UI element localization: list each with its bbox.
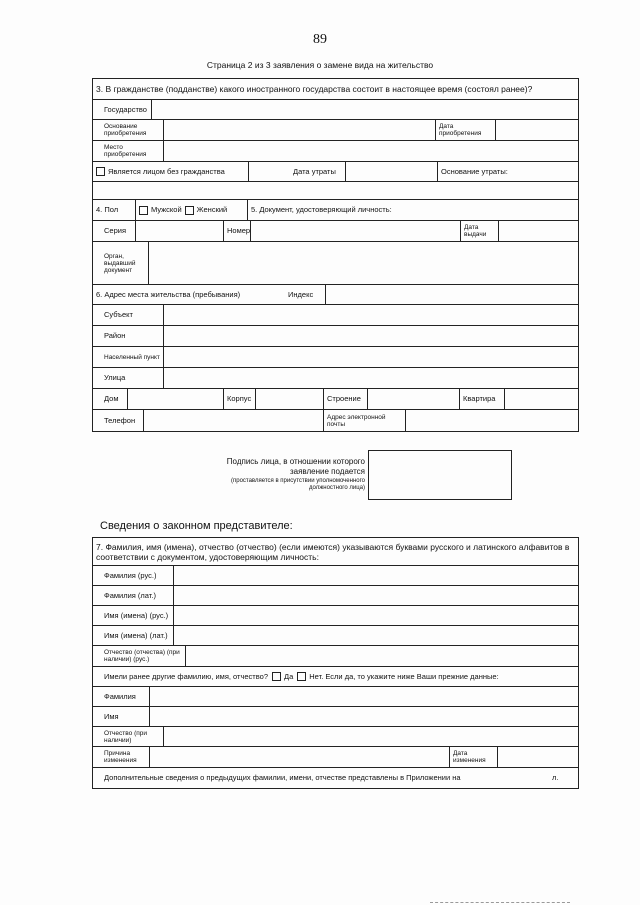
other-names-label: Имели ранее другие фамилию, имя, отчество? [104, 671, 268, 681]
prev-patronymic-label: Отчество (при наличии) [104, 729, 147, 744]
representative-heading: Сведения о законном представителе: [100, 520, 293, 532]
name-lat-label: Имя (имена) (лат.) [104, 630, 168, 640]
form-representative [92, 537, 579, 789]
surname-ru-field[interactable] [173, 566, 578, 585]
no-checkbox[interactable] [297, 672, 306, 681]
issuer-label: Орган, выдавший документ [104, 252, 136, 274]
signature-label: Подпись лица, в отношении которого заявление подается [226, 457, 365, 476]
row-surname-ru [93, 565, 578, 585]
sex-options [135, 200, 247, 220]
male-checkbox[interactable] [139, 206, 148, 215]
street-field[interactable] [163, 368, 578, 388]
row-street [93, 367, 578, 388]
row-change-reason [93, 746, 578, 767]
row-prev-surname [93, 686, 578, 706]
state-label: Государство [104, 104, 147, 114]
subject-label: Субъект [104, 310, 133, 319]
row-rep-title [93, 538, 578, 565]
prev-surname-field[interactable] [149, 687, 578, 706]
surname-ru-label: Фамилия (рус.) [104, 570, 157, 580]
acq-date-label: Дата приобретения [435, 120, 495, 140]
prev-name-field[interactable] [149, 707, 578, 726]
phone-label: Телефон [104, 415, 136, 425]
row-name-lat [93, 625, 578, 645]
index-field[interactable] [325, 285, 578, 304]
district-field[interactable] [163, 326, 578, 346]
acq-date-field[interactable] [495, 120, 578, 140]
signature-box[interactable] [368, 450, 512, 500]
row-sex [93, 199, 578, 220]
number-label: Номер [223, 221, 250, 241]
surname-lat-field[interactable] [173, 586, 578, 605]
name-lat-field[interactable] [173, 626, 578, 645]
email-label: Адрес электронной почты [323, 410, 405, 431]
page-header: Страница 2 из 3 заявления о замене вида на жительство [206, 60, 434, 70]
form-main [92, 78, 579, 432]
row-issuer [93, 241, 578, 284]
series-field[interactable] [135, 221, 223, 241]
row-stateless [93, 161, 578, 181]
change-date-label: Дата изменения [449, 747, 497, 767]
row-surname-lat [93, 585, 578, 605]
footer-line [430, 902, 570, 903]
phone-field[interactable] [143, 410, 323, 431]
loss-basis-label: Основание утраты: [437, 162, 578, 181]
row-basis [93, 119, 578, 140]
row-additional [93, 767, 578, 788]
locality-label: Населенный пункт [104, 353, 160, 361]
prev-name-label: Имя [104, 711, 119, 721]
district-label: Район [104, 331, 126, 340]
patronymic-ru-field[interactable] [185, 646, 578, 666]
row-patronymic-ru [93, 645, 578, 666]
yes-label: Да [284, 671, 294, 681]
apartment-label: Квартира [459, 389, 504, 409]
issue-date-label: Дата выдачи [460, 221, 498, 241]
prev-patronymic-field[interactable] [163, 727, 578, 746]
series-label: Серия [104, 226, 127, 235]
row-address [93, 284, 578, 304]
locality-field[interactable] [163, 347, 578, 367]
house-field[interactable] [127, 389, 223, 409]
additional-info: Дополнительные сведения о предыдущих фамилии, имени, отчестве представлены в Приложении на [104, 773, 461, 782]
female-checkbox[interactable] [185, 206, 194, 215]
loss-date-label: Дата утраты [293, 166, 336, 176]
index-label: Индекс [288, 289, 314, 299]
row-place [93, 140, 578, 161]
house-label: Дом [104, 394, 119, 403]
address-label: 6. Адрес места жительства (пребывания) [96, 289, 241, 299]
row-series [93, 220, 578, 241]
issue-date-field[interactable] [498, 221, 578, 241]
patronymic-ru-label: Отчество (отчества) (при наличии) (рус.) [104, 649, 180, 663]
subject-field[interactable] [163, 305, 578, 325]
page-number: 89 [313, 32, 327, 47]
signature-caption [200, 457, 365, 492]
basis-field[interactable] [163, 120, 435, 140]
surname-lat-label: Фамилия (лат.) [104, 590, 156, 600]
structure-field[interactable] [367, 389, 459, 409]
row-name-ru [93, 605, 578, 625]
structure-label: Строение [323, 389, 367, 409]
building-label: Корпус [223, 389, 255, 409]
row-phone [93, 409, 578, 431]
row-other-names [93, 666, 578, 686]
loss-date-field[interactable] [345, 162, 437, 181]
row-locality [93, 346, 578, 367]
basis-label: Основание приобретения [104, 123, 147, 137]
row-gap [93, 181, 578, 199]
street-label: Улица [104, 373, 126, 382]
sex-label: 4. Пол [96, 205, 119, 214]
number-field[interactable] [250, 221, 460, 241]
row-prev-patronymic [93, 726, 578, 746]
sheets-field[interactable] [537, 768, 549, 788]
row-house [93, 388, 578, 409]
signature-note: (проставляется в присутствии уполномоченного должностного лица) [230, 478, 365, 491]
stateless-checkbox[interactable] [96, 167, 105, 176]
place-label: Место приобретения [104, 144, 147, 158]
name-ru-field[interactable] [173, 606, 578, 625]
state-field[interactable] [151, 100, 578, 119]
document-label: 5. Документ, удостоверяющий личность: [247, 200, 578, 220]
row-citizenship-title [93, 79, 578, 99]
female-label: Женский [196, 205, 228, 214]
male-label: Мужской [151, 205, 182, 214]
yes-checkbox[interactable] [272, 672, 281, 681]
row-prev-name [93, 706, 578, 726]
place-field[interactable] [163, 141, 578, 161]
stateless-label: Является лицом без гражданства [108, 166, 225, 176]
no-label: Нет. Если да, то укажите ниже Ваши прежние данные: [309, 671, 499, 681]
other-names-question [101, 667, 578, 686]
row-state [93, 99, 578, 119]
reason-field[interactable] [149, 747, 449, 767]
sheets-label: л. [552, 773, 559, 782]
apartment-field[interactable] [504, 389, 578, 409]
reason-label: Причина изменения [104, 750, 137, 764]
issuer-field[interactable] [148, 242, 578, 284]
name-ru-label: Имя (имена) (рус.) [104, 610, 169, 620]
change-date-field[interactable] [497, 747, 578, 767]
email-field[interactable] [405, 410, 578, 431]
prev-surname-label: Фамилия [104, 691, 136, 701]
row-subject [93, 304, 578, 325]
citizenship-title: 3. В гражданстве (подданстве) какого иностранного государства состоит в настоящее время (состоял ранее)? [96, 84, 533, 94]
building-field[interactable] [255, 389, 323, 409]
row-district [93, 325, 578, 346]
rep-title: 7. Фамилия, имя (имена), отчество (отчество) (если имеются) указываются буквами русского и латинского алфавитов в соответствии с документом, удостоверяющим личность: [96, 541, 570, 562]
stateless-gap [248, 162, 290, 181]
stateless-option[interactable] [93, 162, 248, 181]
